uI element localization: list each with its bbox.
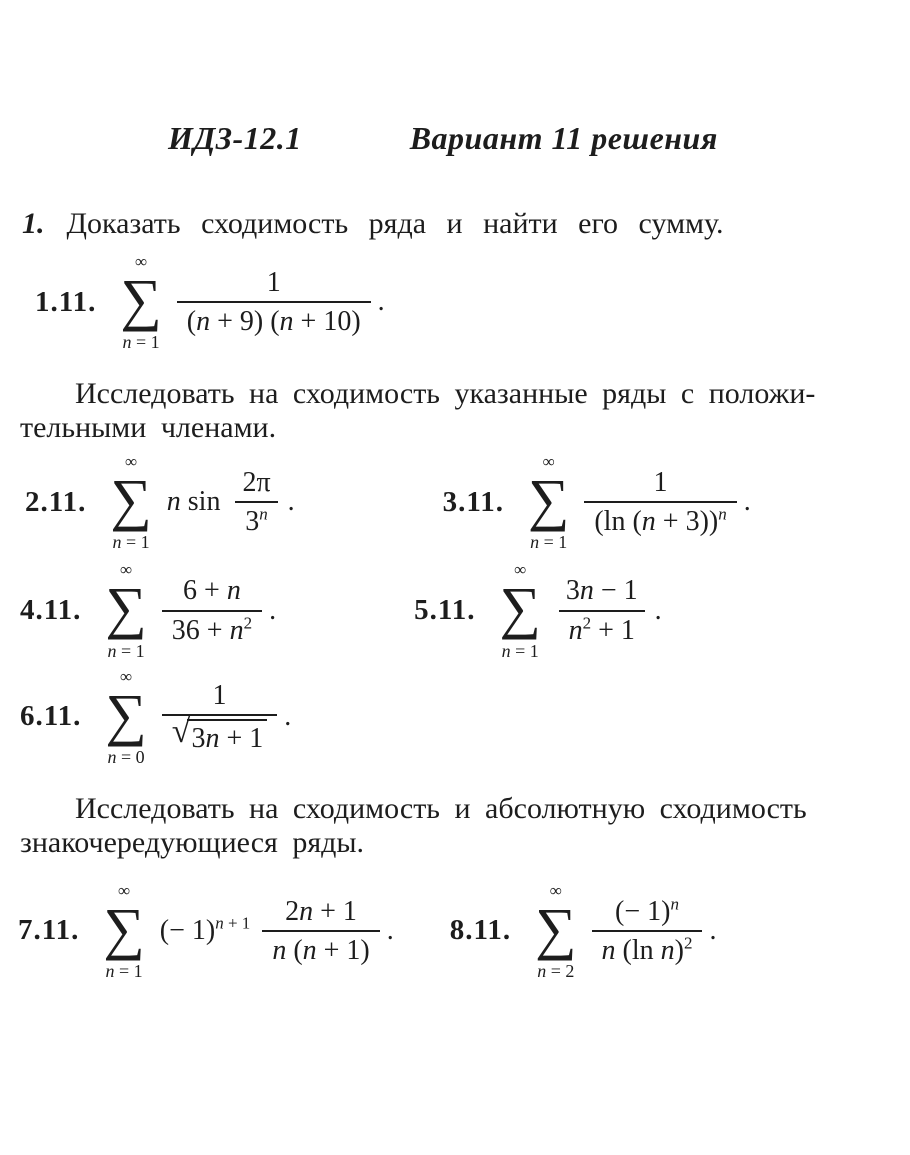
sigma-icon: ∑ xyxy=(120,267,162,332)
math-text: 36 + xyxy=(171,614,230,646)
sum-upper-limit: ∞ xyxy=(120,560,133,580)
sigma-icon: ∑ xyxy=(105,681,147,747)
fraction-denominator xyxy=(559,610,645,646)
problem-5-11 xyxy=(414,561,662,659)
math-text: = 1 xyxy=(131,332,160,353)
problem-label: 5.11. xyxy=(414,594,476,627)
math-var: n xyxy=(537,961,547,982)
math-text: + 1 xyxy=(313,895,357,927)
sum-upper-limit: ∞ xyxy=(125,452,138,472)
variant-title: Вариант 11 решения xyxy=(409,120,718,156)
math-var: n xyxy=(660,934,675,966)
sum-upper-limit: ∞ xyxy=(542,452,555,472)
sum-lower-limit xyxy=(530,533,567,551)
assignment-code: ИДЗ-12.1 xyxy=(168,120,302,156)
sigma-icon: ∑ xyxy=(528,467,570,533)
math-exponent xyxy=(215,914,250,933)
math-text: = 1 xyxy=(539,532,568,553)
sum-lower-limit xyxy=(537,962,574,980)
math-text: + 3)) xyxy=(655,506,719,538)
summation-symbol xyxy=(103,882,144,980)
math-text: + 1) xyxy=(316,934,370,966)
fraction xyxy=(177,267,371,338)
fraction-denominator xyxy=(162,714,277,754)
fraction-denominator xyxy=(592,930,703,966)
math-text: = 0 xyxy=(116,747,145,768)
math-text: + 1 xyxy=(591,614,635,646)
summation-symbol xyxy=(120,253,161,351)
math-var: n xyxy=(601,934,616,966)
problem-2-11 xyxy=(25,453,295,551)
summation-symbol xyxy=(535,882,576,980)
fraction xyxy=(262,896,379,967)
math-var: n xyxy=(299,895,314,927)
math-text: 6 + xyxy=(183,575,227,607)
sum-lower-limit xyxy=(108,642,145,660)
task-text: Доказать сходимость ряда и найти его сумму. xyxy=(66,207,724,240)
period: . xyxy=(287,486,295,518)
math-text: + 1 xyxy=(223,913,251,933)
math-var: n xyxy=(215,913,224,933)
fraction-numerator xyxy=(257,267,291,301)
summation-symbol xyxy=(110,453,151,551)
math-text: ) xyxy=(674,934,684,966)
fraction-denominator xyxy=(177,301,371,337)
period: . xyxy=(743,486,751,518)
math-text: (ln ( xyxy=(594,506,642,538)
math-var: n xyxy=(166,486,181,518)
fraction xyxy=(556,575,648,646)
square-root xyxy=(171,712,267,754)
fraction-numerator xyxy=(275,896,367,930)
math-exponent: 2 xyxy=(243,613,253,633)
problem-label: 6.11. xyxy=(20,700,82,733)
problem-label: 2.11. xyxy=(25,485,87,518)
math-text: 2π xyxy=(242,466,271,498)
math-var: n xyxy=(272,934,287,966)
instruction-positive-series xyxy=(0,377,910,445)
problems-row-3 xyxy=(0,561,910,659)
fraction-numerator xyxy=(173,575,251,609)
period: . xyxy=(709,914,717,946)
problems-row-2 xyxy=(0,453,910,551)
instruction-line: знакочередующиеся ряды. xyxy=(20,825,365,859)
math-text: 1 xyxy=(653,466,668,498)
math-text: 1 xyxy=(266,266,281,298)
math-var: n xyxy=(229,614,244,646)
fraction-denominator xyxy=(162,610,262,646)
math-text: = 1 xyxy=(510,640,539,661)
math-var: n xyxy=(105,961,115,982)
radicand xyxy=(187,719,267,754)
math-var: n xyxy=(501,640,511,661)
task-number: 1. xyxy=(22,207,45,240)
math-exponent xyxy=(718,505,727,524)
problem-label: 7.11. xyxy=(18,914,80,947)
period: . xyxy=(377,286,385,318)
fraction xyxy=(592,896,703,967)
sigma-icon: ∑ xyxy=(535,895,577,961)
math-text: 3 xyxy=(565,575,580,607)
instruction-line: тельными членами. xyxy=(20,411,277,445)
summation-symbol xyxy=(528,453,569,551)
problem-label: 3.11. xyxy=(442,485,504,518)
page-title xyxy=(168,0,910,157)
math-var: n xyxy=(226,575,241,607)
math-exponent xyxy=(670,894,679,913)
sigma-icon: ∑ xyxy=(499,575,541,641)
math-var: n xyxy=(107,747,117,768)
fraction xyxy=(162,575,262,646)
summation-symbol xyxy=(105,561,146,659)
instruction-line: Исследовать на сходимость указанные ряды с положи- xyxy=(75,377,816,411)
math-text: sin xyxy=(180,486,221,518)
math-var: n xyxy=(568,614,583,646)
sigma-icon: ∑ xyxy=(105,575,147,641)
sum-lower-limit xyxy=(113,533,150,551)
problems-row-1 xyxy=(0,253,910,351)
radical-icon: √ xyxy=(171,712,191,750)
math-var: n xyxy=(196,306,211,338)
math-text: = 1 xyxy=(114,961,143,982)
fraction-numerator xyxy=(605,896,689,930)
fraction xyxy=(232,467,280,538)
sum-upper-limit: ∞ xyxy=(135,252,148,271)
math-text: + 10) xyxy=(293,306,361,338)
period: . xyxy=(386,914,394,946)
problem-1-11 xyxy=(35,253,385,351)
period: . xyxy=(284,700,292,732)
fraction-numerator xyxy=(232,467,280,501)
problem-8-11 xyxy=(450,882,717,980)
math-text: + 1 xyxy=(219,722,264,754)
fraction xyxy=(162,680,277,755)
task-1-intro xyxy=(22,207,870,241)
math-var: n xyxy=(279,306,294,338)
sum-lower-limit xyxy=(123,333,160,351)
math-text: ( xyxy=(186,306,197,338)
math-text: 3 xyxy=(245,506,260,538)
fraction-denominator xyxy=(262,930,379,966)
problem-6-11 xyxy=(20,668,291,766)
problems-row-4 xyxy=(0,668,910,766)
problems-row-5 xyxy=(0,882,910,980)
math-var: n xyxy=(670,894,679,914)
instruction-line: Исследовать на сходимость и абсолютную сходимость xyxy=(75,792,807,826)
problem-7-11 xyxy=(18,882,394,980)
fraction-numerator xyxy=(556,575,648,609)
math-var: n xyxy=(107,640,117,661)
math-var: n xyxy=(112,532,122,553)
sigma-icon: ∑ xyxy=(110,467,152,533)
math-var: n xyxy=(579,575,594,607)
signed-power-term xyxy=(160,915,251,947)
problem-3-11 xyxy=(443,453,751,551)
problem-label: 1.11. xyxy=(35,285,97,318)
math-text: (− 1) xyxy=(159,914,216,946)
math-text: = 2 xyxy=(546,961,575,982)
fraction-denominator xyxy=(584,501,736,537)
math-text: + 9) ( xyxy=(210,306,280,338)
fraction xyxy=(584,467,736,538)
math-exponent: 2 xyxy=(683,933,693,953)
sum-upper-limit: ∞ xyxy=(120,666,133,686)
problem-4-11 xyxy=(20,561,276,659)
math-var: n xyxy=(205,722,220,754)
math-var: n xyxy=(718,504,727,524)
math-prefix xyxy=(167,486,221,518)
math-text: (− 1) xyxy=(615,895,671,927)
math-text: 1 xyxy=(212,679,227,711)
fraction-denominator xyxy=(235,501,278,537)
math-text: ( xyxy=(286,934,303,966)
math-var: n xyxy=(530,532,540,553)
period: . xyxy=(269,594,277,626)
sum-lower-limit xyxy=(108,748,145,766)
math-exponent xyxy=(259,505,268,524)
instruction-alternating-series xyxy=(0,792,910,860)
sum-upper-limit: ∞ xyxy=(514,560,527,580)
sum-upper-limit: ∞ xyxy=(118,880,131,900)
math-var: n xyxy=(641,506,656,538)
math-text: 3 xyxy=(191,722,206,754)
summation-symbol xyxy=(105,668,146,766)
sum-lower-limit xyxy=(502,642,539,660)
summation-symbol xyxy=(499,561,540,659)
math-text: 2 xyxy=(285,895,300,927)
math-text: = 1 xyxy=(121,532,150,553)
math-text: (ln xyxy=(615,934,661,966)
math-var: n xyxy=(302,934,317,966)
period: . xyxy=(654,594,662,626)
math-text: − 1 xyxy=(593,575,638,607)
fraction-numerator xyxy=(203,680,237,714)
math-var: n xyxy=(259,504,268,524)
math-var: n xyxy=(122,332,132,353)
fraction-numerator xyxy=(644,467,678,501)
sigma-icon: ∑ xyxy=(103,895,145,961)
sum-upper-limit: ∞ xyxy=(549,880,562,900)
math-exponent: 2 xyxy=(582,613,592,633)
problem-label: 4.11. xyxy=(20,594,82,627)
problem-label: 8.11. xyxy=(449,914,512,947)
math-text: = 1 xyxy=(116,640,145,661)
sum-lower-limit xyxy=(106,962,143,980)
